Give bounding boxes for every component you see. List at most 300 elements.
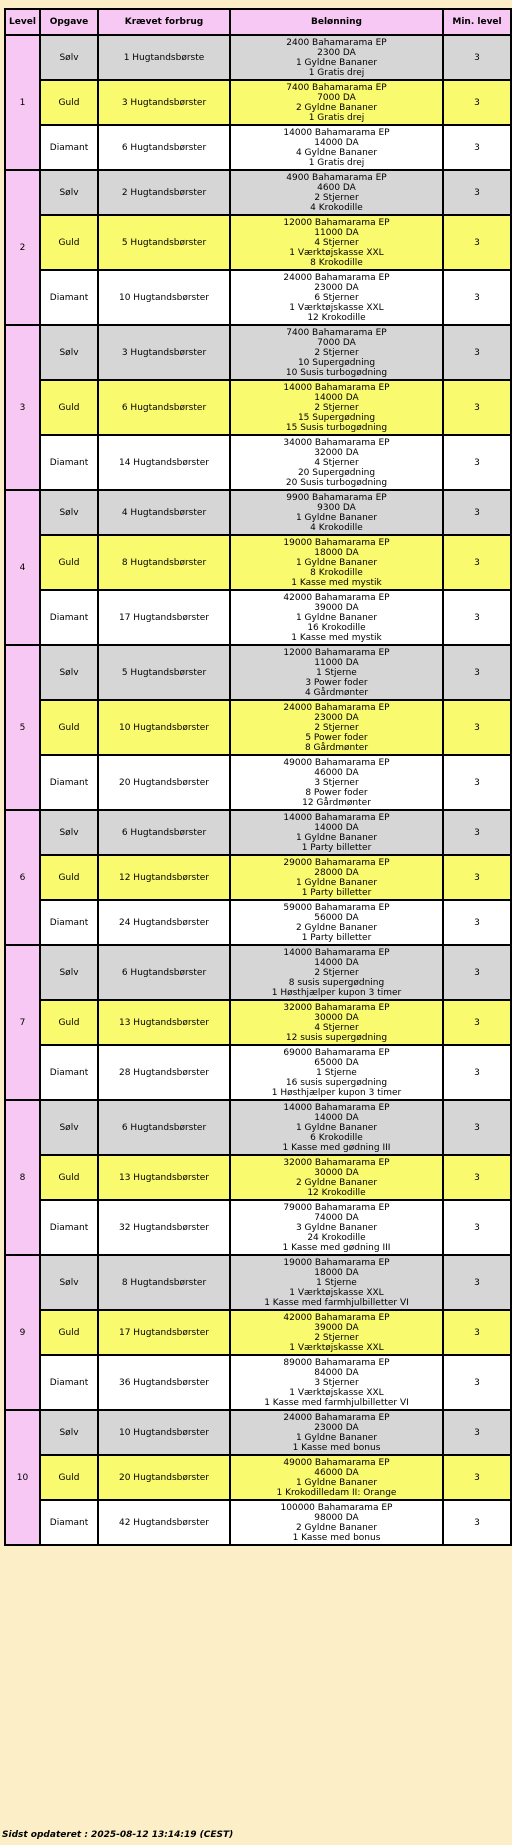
required-usage-cell: 10 Hugtandsbørster [98, 700, 230, 755]
reward-line: 16 Krokodille [307, 622, 366, 633]
header-task: Opgave [40, 9, 98, 35]
min-level-cell: 3 [443, 1155, 511, 1200]
reward-cell [230, 1410, 443, 1455]
reward-line: 84000 DA [314, 1367, 359, 1378]
reward-line: 23000 DA [314, 712, 359, 723]
reward-line: 14000 DA [314, 957, 359, 968]
reward-cell [230, 755, 443, 810]
table-row [5, 1355, 511, 1410]
required-usage-cell: 5 Hugtandsbørster [98, 215, 230, 270]
required-usage-cell: 24 Hugtandsbørster [98, 900, 230, 945]
header-level: Level [5, 9, 40, 35]
table-row [5, 1200, 511, 1255]
table-row [5, 1155, 511, 1200]
reward-line: 28000 DA [314, 867, 359, 878]
task-cell: Sølv [40, 1255, 98, 1310]
reward-line: 16 susis supergødning [285, 1077, 388, 1088]
reward-cell [230, 855, 443, 900]
level-cell: 8 [5, 1100, 40, 1255]
reward-line: 24000 Bahamarama EP [283, 702, 390, 713]
task-cell: Diamant [40, 900, 98, 945]
required-usage-cell: 4 Hugtandsbørster [98, 490, 230, 535]
required-usage-cell: 2 Hugtandsbørster [98, 170, 230, 215]
reward-line: 4 Stjerner [314, 457, 359, 468]
table-row [5, 35, 511, 80]
task-cell: Sølv [40, 1100, 98, 1155]
task-cell: Diamant [40, 1200, 98, 1255]
reward-cell [230, 810, 443, 855]
reward-line: 14000 DA [314, 822, 359, 833]
table-row [5, 490, 511, 535]
reward-line: 1 Gyldne Bananer [295, 612, 378, 623]
reward-line: 4 Krokodille [310, 522, 363, 533]
task-cell: Sølv [40, 645, 98, 700]
required-usage-cell: 28 Hugtandsbørster [98, 1045, 230, 1100]
reward-line: 8 Gårdmønter [304, 742, 369, 753]
reward-line: 1 Gyldne Bananer [295, 832, 378, 843]
table-body [5, 35, 511, 1545]
reward-line: 14000 Bahamarama EP [283, 812, 390, 823]
reward-cell [230, 380, 443, 435]
reward-line: 14000 DA [314, 137, 359, 148]
reward-line: 30000 DA [314, 1167, 359, 1178]
reward-line: 3 Stjerner [314, 1377, 359, 1388]
task-cell: Diamant [40, 435, 98, 490]
required-usage-cell: 17 Hugtandsbørster [98, 1310, 230, 1355]
reward-cell [230, 435, 443, 490]
min-level-cell: 3 [443, 80, 511, 125]
min-level-cell: 3 [443, 270, 511, 325]
task-cell: Guld [40, 535, 98, 590]
reward-cell [230, 80, 443, 125]
required-usage-cell: 5 Hugtandsbørster [98, 645, 230, 700]
reward-line: 1 Kasse med farmhjulbilletter VI [264, 1297, 409, 1308]
reward-line: 10 Supergødning [297, 357, 376, 368]
table-row [5, 535, 511, 590]
min-level-cell: 3 [443, 855, 511, 900]
table-row [5, 1500, 511, 1545]
reward-line: 19000 Bahamarama EP [283, 1257, 390, 1268]
reward-line: 1 Værktøjskasse XXL [289, 1342, 384, 1353]
reward-line: 2 Gyldne Bananer [295, 922, 378, 933]
reward-cell [230, 700, 443, 755]
reward-line: 1 Værktøjskasse XXL [289, 247, 384, 258]
reward-line: 5 Power foder [305, 732, 368, 743]
reward-cell [230, 900, 443, 945]
required-usage-cell: 42 Hugtandsbørster [98, 1500, 230, 1545]
required-usage-cell: 1 Hugtandsbørste [98, 35, 230, 80]
table-row [5, 1100, 511, 1155]
min-level-cell: 3 [443, 490, 511, 535]
reward-line: 32000 Bahamarama EP [283, 1157, 390, 1168]
table-row [5, 1455, 511, 1500]
min-level-cell: 3 [443, 590, 511, 645]
reward-line: 12 Krokodille [307, 312, 366, 323]
table-row [5, 810, 511, 855]
reward-line: 65000 DA [314, 1057, 359, 1068]
reward-line: 2 Stjerner [314, 1332, 359, 1343]
required-usage-cell: 20 Hugtandsbørster [98, 1455, 230, 1500]
reward-line: 49000 Bahamarama EP [283, 1457, 390, 1468]
reward-line: 2 Stjerner [314, 967, 359, 978]
reward-line: 9900 Bahamarama EP [286, 492, 387, 503]
reward-line: 24000 Bahamarama EP [283, 272, 390, 283]
min-level-cell: 3 [443, 535, 511, 590]
table-row [5, 270, 511, 325]
reward-line: 59000 Bahamarama EP [283, 902, 390, 913]
reward-line: 69000 Bahamarama EP [283, 1047, 390, 1058]
reward-line: 7400 Bahamarama EP [286, 327, 387, 338]
reward-cell [230, 1000, 443, 1045]
reward-line: 3 Gyldne Bananer [295, 1222, 378, 1233]
reward-line: 18000 DA [314, 1267, 359, 1278]
reward-line: 2 Stjerner [314, 192, 359, 203]
task-cell: Sølv [40, 1410, 98, 1455]
reward-line: 12000 Bahamarama EP [283, 647, 390, 658]
table-row [5, 1255, 511, 1310]
reward-line: 14000 Bahamarama EP [283, 127, 390, 138]
required-usage-cell: 13 Hugtandsbørster [98, 1155, 230, 1200]
reward-line: 1 Værktøjskasse XXL [289, 1387, 384, 1398]
table-row [5, 1045, 511, 1100]
task-cell: Guld [40, 1000, 98, 1045]
reward-line: 1 Høsthjælper kupon 3 timer [271, 1087, 402, 1098]
rewards-table [4, 8, 512, 1546]
task-cell: Guld [40, 1455, 98, 1500]
reward-line: 1 Kasse med bonus [292, 1532, 381, 1543]
reward-line: 11000 DA [314, 657, 359, 668]
required-usage-cell: 6 Hugtandsbørster [98, 1100, 230, 1155]
reward-cell [230, 1310, 443, 1355]
reward-line: 14000 Bahamarama EP [283, 1102, 390, 1113]
reward-line: 89000 Bahamarama EP [283, 1357, 390, 1368]
task-cell: Diamant [40, 270, 98, 325]
reward-line: 2 Stjerner [314, 722, 359, 733]
header-min-level: Min. level [443, 9, 511, 35]
reward-line: 7000 DA [317, 337, 356, 348]
min-level-cell: 3 [443, 170, 511, 215]
min-level-cell: 3 [443, 810, 511, 855]
task-cell: Guld [40, 215, 98, 270]
required-usage-cell: 36 Hugtandsbørster [98, 1355, 230, 1410]
level-cell: 7 [5, 945, 40, 1100]
required-usage-cell: 6 Hugtandsbørster [98, 125, 230, 170]
table-row [5, 325, 511, 380]
reward-line: 7000 DA [317, 92, 356, 103]
reward-line: 4 Gårdmønter [304, 687, 369, 698]
reward-line: 8 Krokodille [310, 567, 363, 578]
reward-line: 1 Værktøjskasse XXL [289, 302, 384, 313]
reward-line: 12 Gårdmønter [302, 797, 371, 808]
min-level-cell: 3 [443, 645, 511, 700]
task-cell: Guld [40, 380, 98, 435]
task-cell: Diamant [40, 1045, 98, 1100]
task-cell: Sølv [40, 810, 98, 855]
min-level-cell: 3 [443, 945, 511, 1000]
reward-line: 1 Gyldne Bananer [295, 877, 378, 888]
reward-line: 1 Party billetter [301, 932, 372, 943]
min-level-cell: 3 [443, 900, 511, 945]
min-level-cell: 3 [443, 325, 511, 380]
reward-line: 1 Gratis drej [308, 67, 365, 78]
last-updated-text: Sidst opdateret : 2025-08-12 13:14:19 (CEST) [2, 1830, 234, 1840]
header-reward: Belønning [230, 9, 443, 35]
reward-cell [230, 125, 443, 170]
task-cell: Sølv [40, 35, 98, 80]
table-row [5, 435, 511, 490]
min-level-cell: 3 [443, 215, 511, 270]
reward-line: 12 susis supergødning [285, 1032, 388, 1043]
reward-line: 100000 Bahamarama EP [280, 1502, 393, 1513]
level-cell: 10 [5, 1410, 40, 1545]
reward-line: 12 Krokodille [307, 1187, 366, 1198]
level-cell: 1 [5, 35, 40, 170]
reward-line: 15 Susis turbogødning [285, 422, 388, 433]
required-usage-cell: 6 Hugtandsbørster [98, 380, 230, 435]
required-usage-cell: 6 Hugtandsbørster [98, 945, 230, 1000]
task-cell: Diamant [40, 755, 98, 810]
required-usage-cell: 8 Hugtandsbørster [98, 535, 230, 590]
level-cell: 9 [5, 1255, 40, 1410]
reward-line: 4 Gyldne Bananer [295, 147, 378, 158]
reward-line: 34000 Bahamarama EP [283, 437, 390, 448]
level-cell: 4 [5, 490, 40, 645]
reward-line: 39000 DA [314, 1322, 359, 1333]
reward-line: 1 Stjerne [316, 667, 357, 678]
reward-line: 3 Stjerner [314, 777, 359, 788]
reward-line: 1 Kasse med gødning III [282, 1142, 391, 1153]
required-usage-cell: 12 Hugtandsbørster [98, 855, 230, 900]
reward-line: 1 Kasse med bonus [292, 1442, 381, 1453]
level-cell: 6 [5, 810, 40, 945]
table-row [5, 80, 511, 125]
min-level-cell: 3 [443, 125, 511, 170]
reward-line: 56000 DA [314, 912, 359, 923]
reward-line: 20 Susis turbogødning [285, 477, 388, 488]
level-cell: 3 [5, 325, 40, 490]
reward-line: 14000 DA [314, 1112, 359, 1123]
reward-line: 1 Gyldne Bananer [295, 1477, 378, 1488]
task-cell: Diamant [40, 1355, 98, 1410]
table-row [5, 1310, 511, 1355]
reward-line: 14000 Bahamarama EP [283, 382, 390, 393]
reward-line: 4900 Bahamarama EP [286, 172, 387, 183]
reward-cell [230, 590, 443, 645]
reward-line: 29000 Bahamarama EP [283, 857, 390, 868]
reward-cell [230, 35, 443, 80]
reward-cell [230, 1455, 443, 1500]
reward-line: 9300 DA [317, 502, 356, 513]
table-row [5, 590, 511, 645]
reward-cell [230, 645, 443, 700]
reward-line: 2 Stjerner [314, 402, 359, 413]
required-usage-cell: 20 Hugtandsbørster [98, 755, 230, 810]
reward-cell [230, 945, 443, 1000]
reward-line: 74000 DA [314, 1212, 359, 1223]
reward-line: 4 Stjerner [314, 1022, 359, 1033]
min-level-cell: 3 [443, 1455, 511, 1500]
reward-line: 1 Gratis drej [308, 112, 365, 123]
required-usage-cell: 10 Hugtandsbørster [98, 270, 230, 325]
reward-line: 10 Susis turbogødning [285, 367, 388, 378]
reward-line: 2300 DA [317, 47, 356, 58]
required-usage-cell: 6 Hugtandsbørster [98, 810, 230, 855]
min-level-cell: 3 [443, 435, 511, 490]
reward-line: 4 Krokodille [310, 202, 363, 213]
reward-line: 14000 Bahamarama EP [283, 947, 390, 958]
reward-line: 4 Stjerner [314, 237, 359, 248]
reward-line: 1 Gyldne Bananer [295, 57, 378, 68]
required-usage-cell: 14 Hugtandsbørster [98, 435, 230, 490]
reward-line: 6 Krokodille [310, 1132, 363, 1143]
reward-cell [230, 170, 443, 215]
min-level-cell: 3 [443, 755, 511, 810]
task-cell: Sølv [40, 170, 98, 215]
required-usage-cell: 10 Hugtandsbørster [98, 1410, 230, 1455]
table-row [5, 900, 511, 945]
reward-line: 1 Stjerne [316, 1067, 357, 1078]
reward-line: 15 Supergødning [297, 412, 376, 423]
min-level-cell: 3 [443, 35, 511, 80]
reward-line: 42000 Bahamarama EP [283, 592, 390, 603]
table-row [5, 755, 511, 810]
reward-line: 1 Gratis drej [308, 157, 365, 168]
reward-line: 1 Høsthjælper kupon 3 timer [271, 987, 402, 998]
min-level-cell: 3 [443, 380, 511, 435]
min-level-cell: 3 [443, 1000, 511, 1045]
reward-cell [230, 1200, 443, 1255]
reward-line: 3 Power foder [305, 677, 368, 688]
min-level-cell: 3 [443, 1410, 511, 1455]
table-row [5, 645, 511, 700]
min-level-cell: 3 [443, 1355, 511, 1410]
table-row [5, 125, 511, 170]
table-row [5, 1000, 511, 1045]
table-row [5, 700, 511, 755]
min-level-cell: 3 [443, 1200, 511, 1255]
reward-line: 7400 Bahamarama EP [286, 82, 387, 93]
reward-cell [230, 325, 443, 380]
reward-cell [230, 1500, 443, 1545]
reward-line: 32000 Bahamarama EP [283, 1002, 390, 1013]
reward-line: 1 Kasse med farmhjulbilletter VI [264, 1397, 409, 1408]
required-usage-cell: 32 Hugtandsbørster [98, 1200, 230, 1255]
reward-line: 19000 Bahamarama EP [283, 537, 390, 548]
task-cell: Guld [40, 1310, 98, 1355]
task-cell: Sølv [40, 490, 98, 535]
min-level-cell: 3 [443, 1310, 511, 1355]
reward-line: 2 Gyldne Bananer [295, 1522, 378, 1533]
reward-line: 46000 DA [314, 767, 359, 778]
min-level-cell: 3 [443, 1100, 511, 1155]
task-cell: Diamant [40, 1500, 98, 1545]
reward-line: 1 Party billetter [301, 887, 372, 898]
reward-line: 1 Kasse med gødning III [282, 1242, 391, 1253]
reward-cell [230, 1100, 443, 1155]
reward-line: 49000 Bahamarama EP [283, 757, 390, 768]
reward-cell [230, 215, 443, 270]
reward-line: 14000 DA [314, 392, 359, 403]
min-level-cell: 3 [443, 700, 511, 755]
reward-line: 46000 DA [314, 1467, 359, 1478]
reward-line: 1 Kasse med mystik [291, 577, 382, 588]
task-cell: Diamant [40, 590, 98, 645]
reward-line: 8 Krokodille [310, 257, 363, 268]
reward-line: 1 Værktøjskasse XXL [289, 1287, 384, 1298]
reward-line: 20 Supergødning [297, 467, 376, 478]
task-cell: Guld [40, 80, 98, 125]
reward-line: 1 Krokodilledam II: Orange [276, 1487, 397, 1498]
reward-line: 2 Gyldne Bananer [295, 1177, 378, 1188]
min-level-cell: 3 [443, 1500, 511, 1545]
reward-cell [230, 490, 443, 535]
table-row [5, 1410, 511, 1455]
reward-line: 11000 DA [314, 227, 359, 238]
reward-line: 42000 Bahamarama EP [283, 1312, 390, 1323]
required-usage-cell: 8 Hugtandsbørster [98, 1255, 230, 1310]
reward-line: 1 Party billetter [301, 842, 372, 853]
required-usage-cell: 17 Hugtandsbørster [98, 590, 230, 645]
task-cell: Guld [40, 1155, 98, 1200]
reward-line: 23000 DA [314, 282, 359, 293]
reward-line: 1 Gyldne Bananer [295, 1432, 378, 1443]
reward-line: 1 Gyldne Bananer [295, 512, 378, 523]
task-cell: Sølv [40, 325, 98, 380]
reward-line: 79000 Bahamarama EP [283, 1202, 390, 1213]
task-cell: Guld [40, 700, 98, 755]
reward-cell [230, 1355, 443, 1410]
reward-line: 32000 DA [314, 447, 359, 458]
level-cell: 5 [5, 645, 40, 810]
reward-cell [230, 270, 443, 325]
required-usage-cell: 3 Hugtandsbørster [98, 80, 230, 125]
reward-line: 2 Stjerner [314, 347, 359, 358]
reward-line: 2 Gyldne Bananer [295, 102, 378, 113]
task-cell: Guld [40, 855, 98, 900]
reward-line: 8 susis supergødning [288, 977, 385, 988]
min-level-cell: 3 [443, 1255, 511, 1310]
reward-line: 1 Kasse med mystik [291, 632, 382, 643]
reward-line: 2400 Bahamarama EP [286, 37, 387, 48]
task-cell: Diamant [40, 125, 98, 170]
reward-line: 12000 Bahamarama EP [283, 217, 390, 228]
level-cell: 2 [5, 170, 40, 325]
reward-line: 18000 DA [314, 547, 359, 558]
header-required-usage: Krævet forbrug [98, 9, 230, 35]
table-row [5, 855, 511, 900]
table-row [5, 215, 511, 270]
reward-line: 24000 Bahamarama EP [283, 1412, 390, 1423]
reward-line: 1 Gyldne Bananer [295, 1122, 378, 1133]
reward-line: 30000 DA [314, 1012, 359, 1023]
table-row [5, 380, 511, 435]
min-level-cell: 3 [443, 1045, 511, 1100]
table-header-row [5, 9, 511, 35]
reward-line: 1 Stjerne [316, 1277, 357, 1288]
required-usage-cell: 3 Hugtandsbørster [98, 325, 230, 380]
reward-line: 6 Stjerner [314, 292, 359, 303]
task-cell: Sølv [40, 945, 98, 1000]
reward-line: 8 Power foder [305, 787, 368, 798]
reward-line: 24 Krokodille [307, 1232, 366, 1243]
required-usage-cell: 13 Hugtandsbørster [98, 1000, 230, 1045]
reward-line: 4600 DA [317, 182, 356, 193]
reward-line: 23000 DA [314, 1422, 359, 1433]
table-row [5, 170, 511, 215]
reward-cell [230, 1255, 443, 1310]
reward-cell [230, 535, 443, 590]
table-row [5, 945, 511, 1000]
